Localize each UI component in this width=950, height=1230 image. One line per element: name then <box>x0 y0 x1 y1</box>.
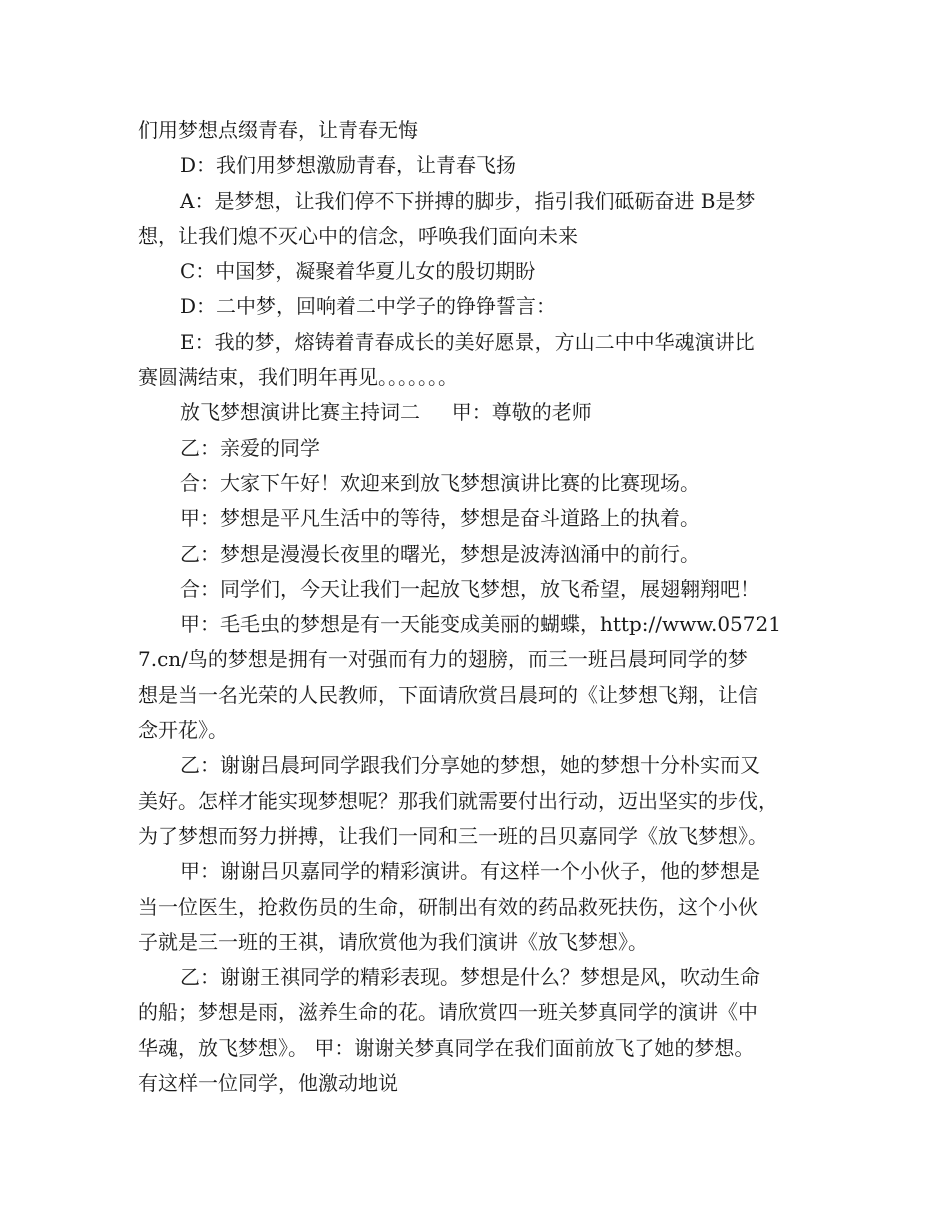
text-line: 想是当一名光荣的人民教师，下面请欣赏吕晨珂的《让梦想飞翔，让信 <box>138 682 758 707</box>
text-line: 当一位医生，抢救伤员的生命，研制出有效的药品救死扶伤，这个小伙 <box>138 894 758 919</box>
text-line: 乙：谢谢王祺同学的精彩表现。梦想是什么？梦想是风，吹动生命 <box>180 965 760 990</box>
text-line: 的船；梦想是雨，滋养生命的花。请欣赏四一班关梦真同学的演讲《中 <box>138 1000 758 1025</box>
text-line: 子就是三一班的王祺，请欣赏他为我们演讲《放飞梦想》。 <box>138 929 648 954</box>
text-line: 甲：谢谢吕贝嘉同学的精彩演讲。有这样一个小伙子，他的梦想是 <box>180 859 760 884</box>
text-line: D：我们用梦想激励青春，让青春飞扬 <box>180 153 517 178</box>
document-body <box>138 113 818 1101</box>
text-line: 乙：梦想是漫漫长夜里的曙光，梦想是波涛汹涌中的前行。 <box>180 541 700 566</box>
text-line: E：我的梦，熔铸着青春成长的美好愿景，方山二中中华魂演讲比 <box>180 329 755 354</box>
text-line: 们用梦想点缀青春，让青春无悔 <box>138 118 418 142</box>
text-line: 美好。怎样才能实现梦想呢？那我们就需要付出行动，迈出坚实的步伐， <box>138 788 778 813</box>
text-line: 有这样一位同学，他激动地说 <box>138 1071 398 1096</box>
text-line: 甲：梦想是平凡生活中的等待，梦想是奋斗道路上的执着。 <box>180 506 700 531</box>
text-line: 7.cn/鸟的梦想是拥有一对强而有力的翅膀，而三一班吕晨珂同学的梦 <box>138 647 748 672</box>
text-line: 为了梦想而努力拼搏，让我们一同和三一班的吕贝嘉同学《放飞梦想》。 <box>138 823 768 848</box>
text-line: A：是梦想，让我们停不下拼搏的脚步，指引我们砥砺奋进 B是梦 <box>180 188 756 213</box>
text-line: 合：大家下午好！欢迎来到放飞梦想演讲比赛的比赛现场。 <box>180 470 700 495</box>
text-line: 甲：毛毛虫的梦想是有一天能变成美丽的蝴蝶，http://www.05721 <box>180 612 781 637</box>
text-line: 放飞梦想演讲比赛主持词二 甲：尊敬的老师 <box>180 400 592 425</box>
text-line: C：中国梦，凝聚着华夏儿女的殷切期盼 <box>180 259 536 284</box>
text-line: 华魂，放飞梦想》。 甲：谢谢关梦真同学在我们面前放飞了她的梦想。 <box>138 1035 755 1060</box>
text-line: 乙：谢谢吕晨珂同学跟我们分享她的梦想，她的梦想十分朴实而又 <box>180 753 760 778</box>
text-line: 合：同学们，今天让我们一起放飞梦想，放飞希望，展翅翱翔吧！ <box>180 576 760 601</box>
text-line: D：二中梦，回响着二中学子的铮铮誓言： <box>180 294 557 319</box>
text-line: 念开花》。 <box>138 718 228 743</box>
text-line: 乙：亲爱的同学 <box>180 435 320 460</box>
text-line: 想，让我们熄不灭心中的信念，呼唤我们面向未来 <box>138 223 578 248</box>
text-line: 赛圆满结束，我们明年再见。。。。。。。 <box>138 365 458 390</box>
